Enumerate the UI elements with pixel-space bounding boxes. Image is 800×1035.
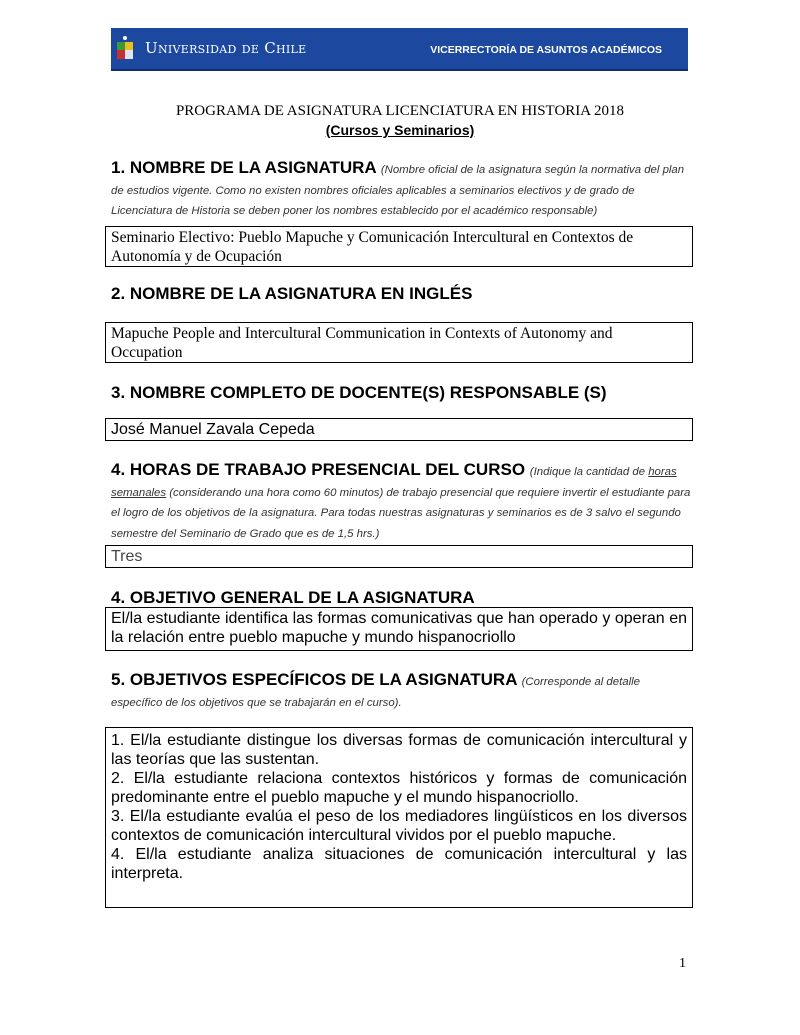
section-5-heading <box>111 670 691 711</box>
hours-field: Tres <box>105 545 693 568</box>
university-name: Universidad de Chile <box>145 39 307 57</box>
header-banner <box>111 28 688 71</box>
note-underlined: horas semanales <box>111 466 677 499</box>
office-name: VICERRECTORÍA DE ASUNTOS ACADÉMICOS <box>430 44 662 56</box>
objective-item: 2. El/la estudiante relaciona contextos históricos y formas de comunicación predominante entre el pueblo mapuche y el mundo hispanocriollo. <box>111 770 687 806</box>
course-name-field: Seminario Electivo: Pueblo Mapuche y Comunicación Intercultural en Contextos de Autonomía y de Ocupación <box>105 226 693 267</box>
objective-item: 1. El/la estudiante distingue los diversas formas de comunicación intercultural y las teorías que las sustentan. <box>111 732 687 768</box>
general-objective-field: El/la estudiante identifica las formas comunicativas que han operado y operan en la relación entre pueblo mapuche y mundo hispanocriollo <box>105 607 693 651</box>
university-crest-icon <box>115 34 135 64</box>
section-2-heading: 2. NOMBRE DE LA ASIGNATURA EN INGLÉS <box>111 284 473 303</box>
note-text: (Indique la cantidad de <box>529 466 649 478</box>
section-3-heading: 3. NOMBRE COMPLETO DE DOCENTE(S) RESPONSABLE (S) <box>111 383 607 402</box>
section-5-note: (Corresponde al detalle específico de los objetivos que se trabajarán en el curso). <box>111 676 640 709</box>
document-title: PROGRAMA DE ASIGNATURA LICENCIATURA EN HISTORIA 2018 <box>175 103 625 119</box>
heading-text: 1. NOMBRE DE LA ASIGNATURA <box>111 158 377 177</box>
teacher-field: José Manuel Zavala Cepeda <box>105 418 693 441</box>
page-number: 1 <box>679 956 686 971</box>
heading-text: 5. OBJETIVOS ESPECÍFICOS DE LA ASIGNATURA <box>111 670 517 689</box>
objective-item: 4. El/la estudiante analiza situaciones de comunicación intercultural y las interpreta. <box>111 846 687 882</box>
heading-text: 4. HORAS DE TRABAJO PRESENCIAL DEL CURSO <box>111 460 526 479</box>
specific-objectives-field <box>105 727 693 908</box>
section-1-note: (Nombre oficial de la asignatura según la normativa del plan de estudios vigente. Como no existen nombres oficiales aplicables a seminarios electivos y de grado de Licenciatura de Historia se deben poner los nombres establecido por el académico responsable) <box>111 164 685 217</box>
note-text: (considerando una hora como 60 minutos) de trabajo presencial que requiere invertir el estudiante para el logro de los objetivos de la asignatura. Para todas nuestras asignaturas y seminarios es de 3 salvo el segundo semestre del Seminario de Grado que es de 1,5 hrs.) <box>111 486 691 540</box>
section-4-heading <box>111 460 691 542</box>
english-name-field: Mapuche People and Intercultural Communication in Contexts of Autonomy and Occupation <box>105 322 693 363</box>
document-subtitle: (Cursos y Seminarios) <box>325 122 475 138</box>
section-1-heading <box>111 158 691 220</box>
objective-item: 3. El/la estudiante evalúa el peso de los mediadores lingüísticos en los diversos contextos de comunicación intercultural vividos por el pueblo mapuche. <box>111 808 687 844</box>
general-objective-heading: 4. OBJETIVO GENERAL DE LA ASIGNATURA <box>111 588 475 607</box>
